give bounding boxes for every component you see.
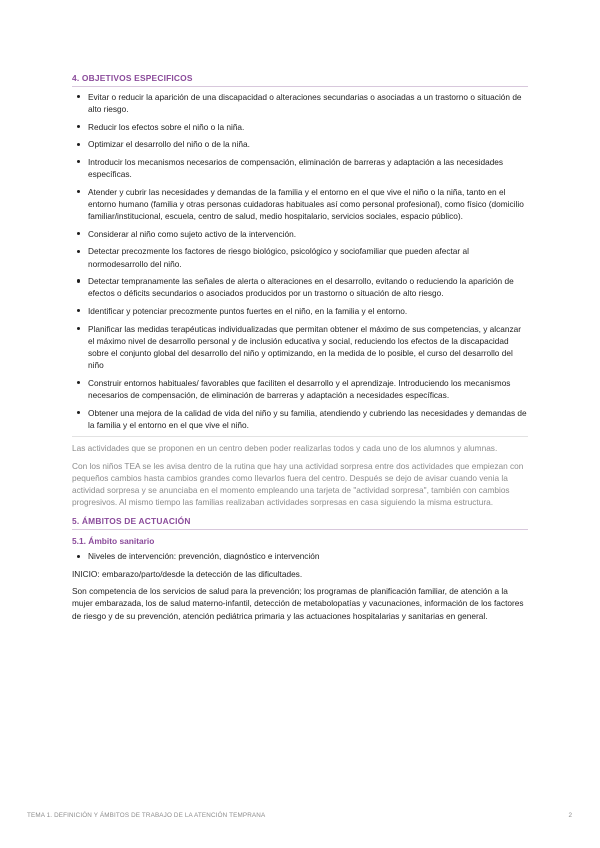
page-number: 2 — [568, 812, 572, 819]
list-item: Obtener una mejora de la calidad de vida del niño y su familia, atendiendo y cubriendo las necesidades y demandas de la familia y el entorno en el que vive el niño. — [72, 407, 528, 431]
footer-title: TEMA 1. DEFINICIÓN Y ÁMBITOS DE TRABAJO DE LA ATENCIÓN TEMPRANA — [27, 812, 266, 819]
list-item: Reducir los efectos sobre el niño o la niña. — [72, 121, 528, 133]
note-paragraph: Las actividades que se proponen en un centro deben poder realizarlas todos y cada uno de los alumnos y alumnas. — [72, 443, 498, 454]
section-heading-ambitos: 5. ÁMBITOS DE ACTUACIÓN — [72, 515, 528, 530]
intervention-levels-list — [72, 550, 528, 562]
divider — [72, 436, 528, 437]
list-item: Optimizar el desarrollo del niño o de la niña. — [72, 138, 528, 150]
section-heading-objetivos: 4. OBJETIVOS ESPECIFICOS — [72, 72, 528, 87]
page-content — [72, 72, 528, 627]
list-item: Construir entornos habituales/ favorables que faciliten el desarrollo y el aprendizaje. Introduciendo los mecanismos necesarios de compensación, de eliminación de barreras y adaptación a necesidades específicas. — [72, 377, 528, 401]
list-item: Niveles de intervención: prevención, diagnóstico e intervención — [72, 550, 528, 562]
list-item: Atender y cubrir las necesidades y demandas de la familia y el entorno en el que vive el niño o la niña, tanto en el entorno humano (familia y otras personas cuidadoras habituales así como personal profesional), como físico (domicilio familiar/institucional, escuela, centro de salud, medio hospitalario, servicios sociales, espacio público). — [72, 186, 528, 223]
list-item: Identificar y potenciar precozmente puntos fuertes en el niño, en la familia y el entorno. — [72, 305, 528, 317]
objectives-list — [72, 91, 528, 431]
list-item: Considerar al niño como sujeto activo de la intervención. — [72, 228, 528, 240]
body-paragraph: Son competencia de los servicios de salud para la prevención; los programas de planificación familiar, de atención a la mujer embarazada, los de salud materno-infantil, detección de metabolopatías y vacunaciones, información de los factores de riesgo y de su prevención, atención pediátrica primaria y las actuaciones hospitalarias y sanitarias en general. — [72, 586, 524, 621]
body-paragraph: INICIO: embarazo/parto/desde la detección de las dificultades. — [72, 568, 303, 579]
list-item: Introducir los mecanismos necesarios de compensación, eliminación de barreras y adaptación a las necesidades específicas. — [72, 156, 528, 180]
list-item: Detectar precozmente los factores de riesgo biológico, psicológico y sociofamiliar que pueden afectar al normodesarrollo del niño. — [72, 245, 528, 269]
list-item: Detectar tempranamente las señales de alerta o alteraciones en el desarrollo, evitando o reduciendo la aparición de efectos o déficits secundarios o asociados producidos por un trastorno o situación de alto riesgo. — [72, 275, 528, 299]
list-item: Planificar las medidas terapéuticas individualizadas que permitan obtener el máximo de sus competencias, y alcanzar el máximo nivel de desarrollo personal y de inclusión educativa y social, reduciendo los efectos de la discapacidad sobre el conjunto global del desarrollo del niño y optimizando, en la medida de lo posible, el curso del desarrollo del niño — [72, 323, 528, 372]
note-paragraph: Con los niños TEA se les avisa dentro de la rutina que hay una actividad sorpresa entre dos actividades que empiezan con pequeños cambios hasta cambios grandes como llevarlos fuera del centro. Después se dejo de avisar cuando venia la actividad sorpresa y se anunciaba en el momento empleando una tarjeta de "actividad sorpresa", también con cambios progresivos. Al mismo tiempo las familias realizaban actividades sorpresas en casa siguiendo la misma estructura. — [72, 460, 524, 508]
subheading-ambito-sanitario: 5.1. Ámbito sanitario — [72, 536, 155, 547]
list-item: Evitar o reducir la aparición de una discapacidad o alteraciones secundarias o asociadas a un trastorno o situación de alto riesgo. — [72, 91, 528, 115]
